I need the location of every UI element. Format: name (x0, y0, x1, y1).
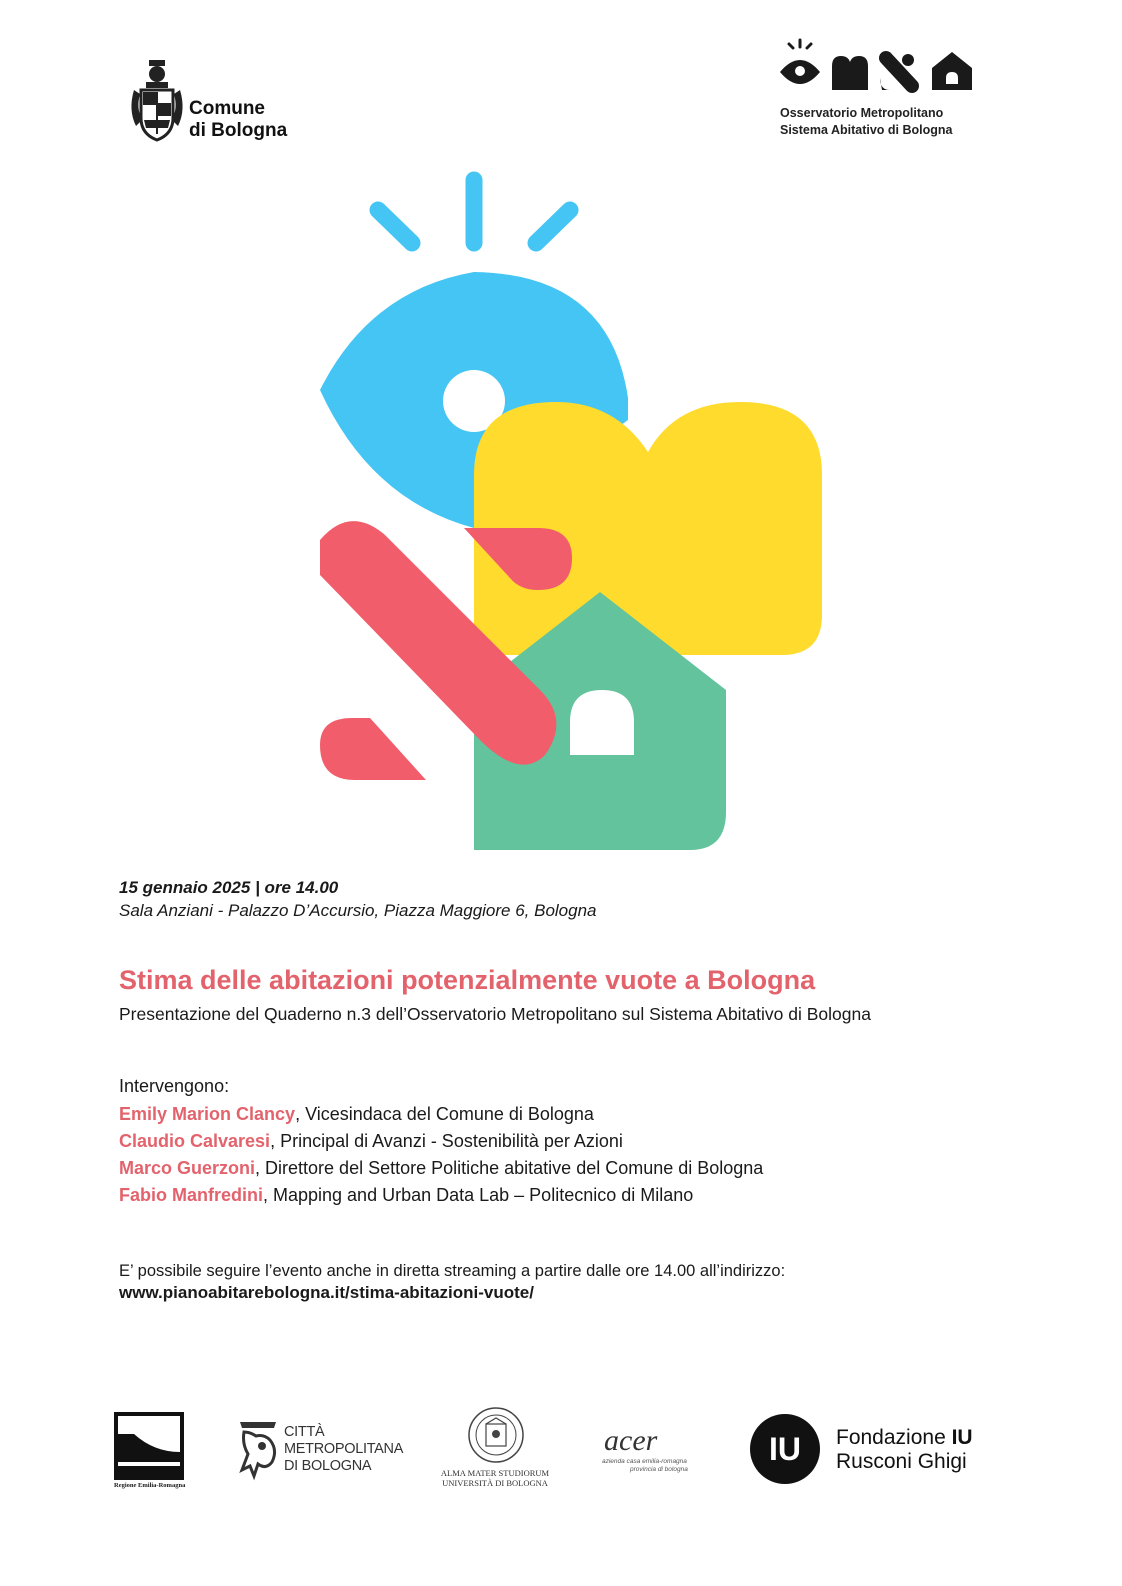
comune-name-line1: Comune (189, 98, 265, 119)
ray-left (378, 210, 412, 243)
speaker-row (119, 1185, 693, 1206)
speaker-name: Fabio Manfredini (119, 1185, 263, 1205)
acer-wordmark: acer (604, 1424, 658, 1457)
speaker-name: Claudio Calvaresi (119, 1131, 271, 1151)
regione-caption: Regione Emilia-Romagna (114, 1482, 186, 1489)
cm-line1: CITTÀ (284, 1424, 325, 1440)
ray-right (536, 210, 570, 243)
lion-emblem-icon (234, 1414, 282, 1484)
event-date: 15 gennaio 2025 | ore 14.00 (119, 878, 339, 897)
event-venue: Sala Anziani - Palazzo D’Accursio, Piazza Maggiore 6, Bologna (119, 901, 597, 920)
acer-tag1: azienda casa emilia-romagna (602, 1458, 687, 1465)
streaming-link[interactable]: www.pianoabitarebologna.it/stima-abitazioni-vuote/ (119, 1283, 534, 1302)
red-drop-bottom (320, 718, 426, 780)
omsa-logo (778, 38, 1008, 148)
fondazione-line2: Rusconi Ghigi (836, 1450, 967, 1473)
speaker-role: , Direttore del Settore Politiche abitative del Comune di Bologna (255, 1158, 764, 1178)
speaker-name: Marco Guerzoni (119, 1158, 256, 1178)
event-title: Stima delle abitazioni potenzialmente vuote a Bologna (119, 965, 816, 995)
speaker-row (119, 1131, 623, 1152)
speaker-role: , Principal di Avanzi - Sostenibilità per Azioni (270, 1131, 623, 1151)
event-subtitle: Presentazione del Quaderno n.3 dell’Osservatorio Metropolitano sul Sistema Abitativo di Bologna (119, 1004, 871, 1024)
speaker-row (119, 1104, 594, 1125)
omsa-logo-icon (778, 38, 978, 98)
omsa-line2: Sistema Abitativo di Bologna (780, 123, 953, 137)
fondazione-iu: IU (951, 1426, 973, 1449)
comune-name-line2: di Bologna (189, 120, 288, 141)
speaker-row (119, 1158, 763, 1179)
bologna-crest-icon (128, 60, 186, 144)
unibo-line2: UNIVERSITÀ DI BOLOGNA (442, 1478, 548, 1488)
house-window (570, 690, 634, 755)
speaker-name: Emily Marion Clancy (119, 1104, 296, 1124)
universita-di-bologna-logo (436, 1406, 556, 1488)
cm-line3: DI BOLOGNA (284, 1458, 372, 1474)
speakers-heading: Intervengono: (119, 1076, 230, 1096)
fondazione-word: Fondazione (836, 1426, 952, 1449)
speaker-role: , Vicesindaca del Comune di Bologna (295, 1104, 594, 1124)
streaming-info: E’ possibile seguire l’evento anche in diretta streaming a partire dalle ore 14.00 all’indirizzo: (119, 1262, 786, 1280)
citta-metropolitana-logo (234, 1414, 404, 1486)
regione-emilia-romagna-logo (114, 1412, 184, 1497)
unibo-line1: ALMA MATER STUDIORUM (440, 1468, 550, 1478)
speaker-role: , Mapping and Urban Data Lab – Politecnico di Milano (263, 1185, 694, 1205)
acer-tag2: provincia di bologna (630, 1466, 688, 1473)
hero-illustration (300, 168, 840, 868)
cm-line2: METROPOLITANA (284, 1441, 404, 1457)
iu-badge: IU (750, 1414, 820, 1484)
regione-emblem-icon (114, 1412, 184, 1492)
unibo-seal-icon (467, 1406, 525, 1464)
fondazione-iu-logo (748, 1412, 1008, 1488)
acer-logo (596, 1424, 706, 1474)
comune-di-bologna-logo (128, 60, 308, 144)
omsa-line1: Osservatorio Metropolitano (780, 106, 944, 120)
